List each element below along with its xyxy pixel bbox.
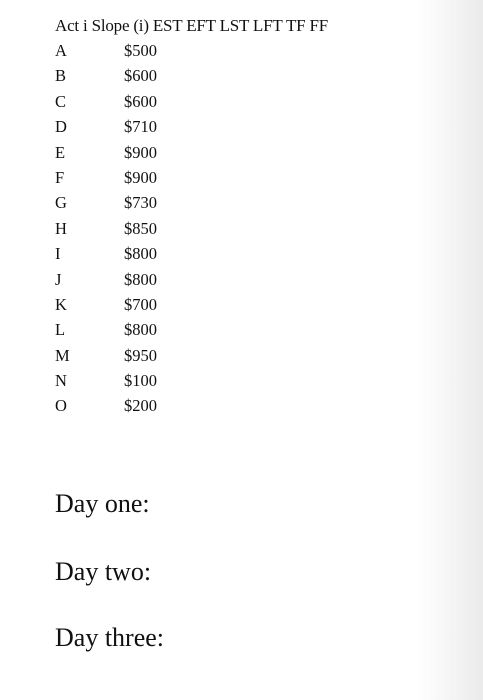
activity-cell: H [55,218,67,238]
slope-cell: $700 [124,294,157,314]
table-row [0,219,483,244]
slope-cell: $500 [124,41,157,60]
slope-cell: $730 [124,193,157,213]
activity-cell: O [55,396,67,416]
slope-cell: $900 [124,142,157,162]
slope-cell: $800 [124,320,157,340]
slope-cell: $800 [124,269,157,289]
table-row [0,270,483,295]
activity-cell: A [55,41,67,60]
activity-cell: M [55,345,70,365]
slope-cell: $200 [124,396,157,416]
table-row [0,193,483,218]
table-row [0,244,483,269]
activity-table [0,41,483,422]
activity-cell: B [55,66,67,86]
activity-cell: D [55,117,67,137]
slope-cell: $850 [124,218,157,238]
day-two-label: Day two: [55,557,152,586]
table-header: Act i Slope (i) EST EFT LST LFT TF FF [55,16,328,35]
activity-cell: F [55,167,65,187]
table-row [0,295,483,320]
activity-cell: L [55,320,66,340]
day-one-label: Day one: [55,489,150,518]
slope-cell: $950 [124,345,157,365]
table-row [0,41,483,66]
table-row [0,396,483,421]
activity-cell: C [55,91,67,111]
table-row [0,320,483,345]
activity-cell: E [55,142,66,162]
table-row [0,371,483,396]
activity-cell: K [55,294,67,314]
activity-cell: G [55,193,67,213]
table-row [0,168,483,193]
slope-cell: $710 [124,117,157,137]
activity-cell: I [55,244,61,264]
slope-cell: $100 [124,371,157,391]
table-row [0,66,483,91]
slope-cell: $800 [124,244,157,264]
slope-cell: $600 [124,91,157,111]
activity-cell: N [55,371,67,391]
slope-cell: $600 [124,66,157,86]
slope-cell: $900 [124,167,157,187]
activity-cell: J [55,269,62,289]
day-three-label: Day three: [55,623,165,652]
table-row [0,346,483,371]
table-row [0,92,483,117]
table-row [0,143,483,168]
table-row [0,117,483,142]
